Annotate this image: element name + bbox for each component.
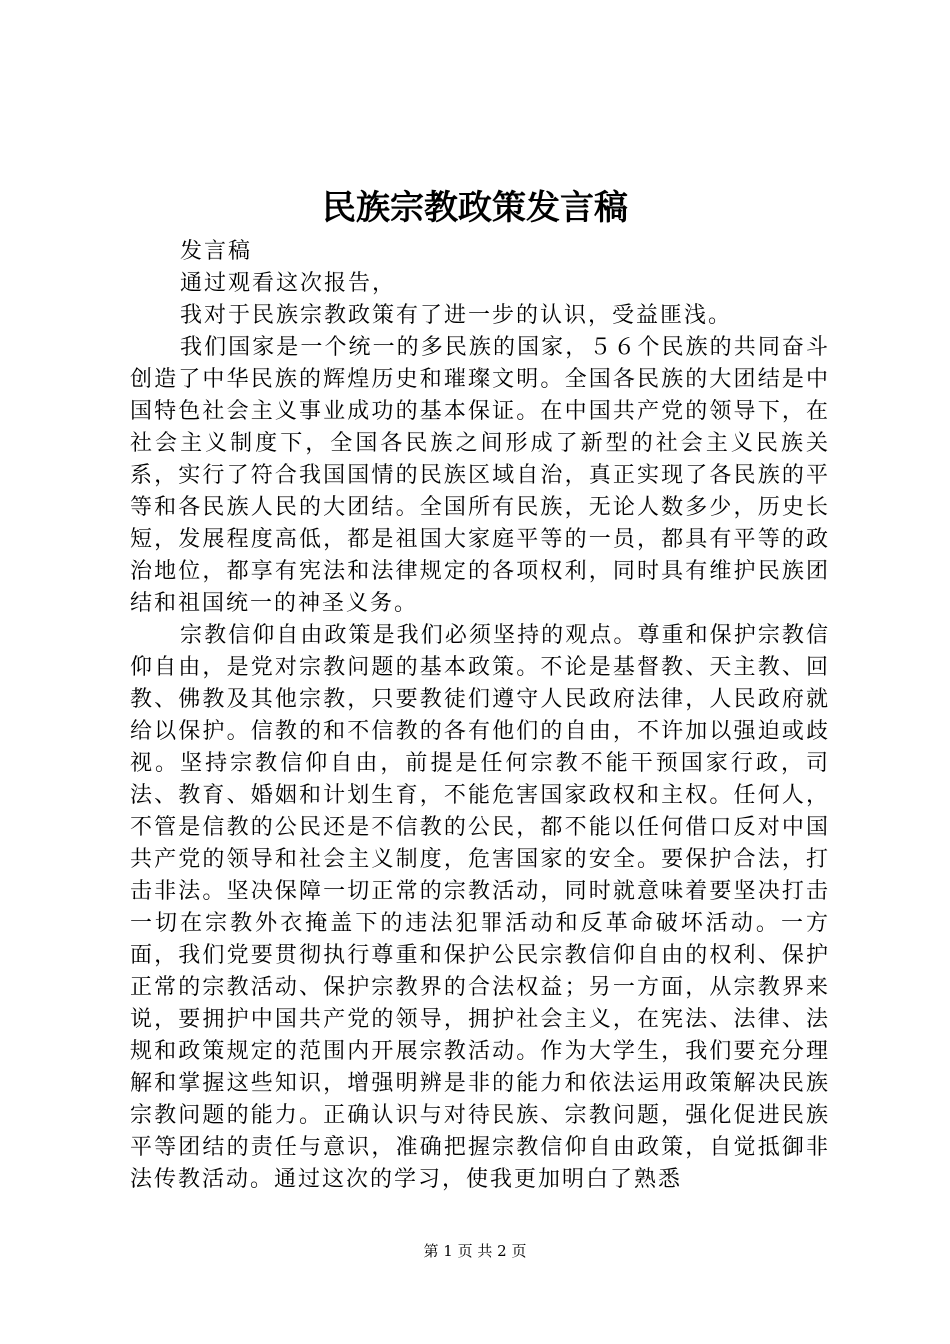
paragraph-religious-policy: 宗教信仰自由政策是我们必须坚持的观点。尊重和保护宗教信仰自由，是党对宗教问题的基本政策。不论是基督教、天主教、回教、佛教及其他宗教，只要教徒们遵守人民政府法律，人民政府就给以保护。信教的和不信教的各有他们的自由，不许加以强迫或歧视。坚持宗教信仰自由，前提是任何宗教不能干预国家行政，司法、教育、婚姻和计划生育，不能危害国家政权和主权。任何人，不管是信教的公民还是不信教的公民，都不能以任何借口反对中国共产党的领导和社会主义制度，危害国家的安全。要保护合法，打击非法。坚决保障一切正常的宗教活动，同时就意味着要坚决打击一切在宗教外衣掩盖下的违法犯罪活动和反革命破坏活动。一方面，我们党要贯彻执行尊重和保护公民宗教信仰自由的权利、保护正常的宗教活动、保护宗教界的合法权益；另一方面，从宗教界来说，要拥护中国共产党的领导，拥护社会主义，在宪法、法律、法规和政策规定的范围内开展宗教活动。作为大学生，我们要充分理解和掌握这些知识，增强明辨是非的能力和依法运用政策解决民族宗教问题的能力。正确认识与对待民族、宗教问题，强化促进民族平等团结的责任与意识，准确把握宗教信仰自由政策，自觉抵御非法传教活动。通过这次的学习，使我更加明白了熟悉 <box>130 623 830 1192</box>
paragraph-ethnic-policy: 我们国家是一个统一的多民族的国家，５６个民族的共同奋斗创造了中华民族的辉煌历史和璀璨文明。全国各民族的大团结是中国特色社会主义事业成功的基本保证。在中国共产党的领导下，在社会主义制度下，全国各民族之间形成了新型的社会主义民族关系，实行了符合我国国情的民族区域自治，真正实现了各民族的平等和各民族人民的大团结。全国所有民族，无论人数多少，历史长短，发展程度高低，都是祖国大家庭平等的一员，都具有平等的政治地位，都享有宪法和法律规定的各项权利，同时具有维护民族团结和祖国统一的神圣义务。 <box>130 335 830 616</box>
paragraph-impression: 我对于民族宗教政策有了进一步的认识，受益匪浅。 <box>180 303 733 328</box>
paragraph-label: 发言稿 <box>180 239 253 264</box>
document-title: 民族宗教政策发言稿 <box>322 188 628 228</box>
paragraph-intro: 通过观看这次报告， <box>180 271 397 296</box>
page-number-footer: 第 1 页 共 2 页 <box>423 1242 527 1260</box>
document-body <box>130 236 830 1196</box>
